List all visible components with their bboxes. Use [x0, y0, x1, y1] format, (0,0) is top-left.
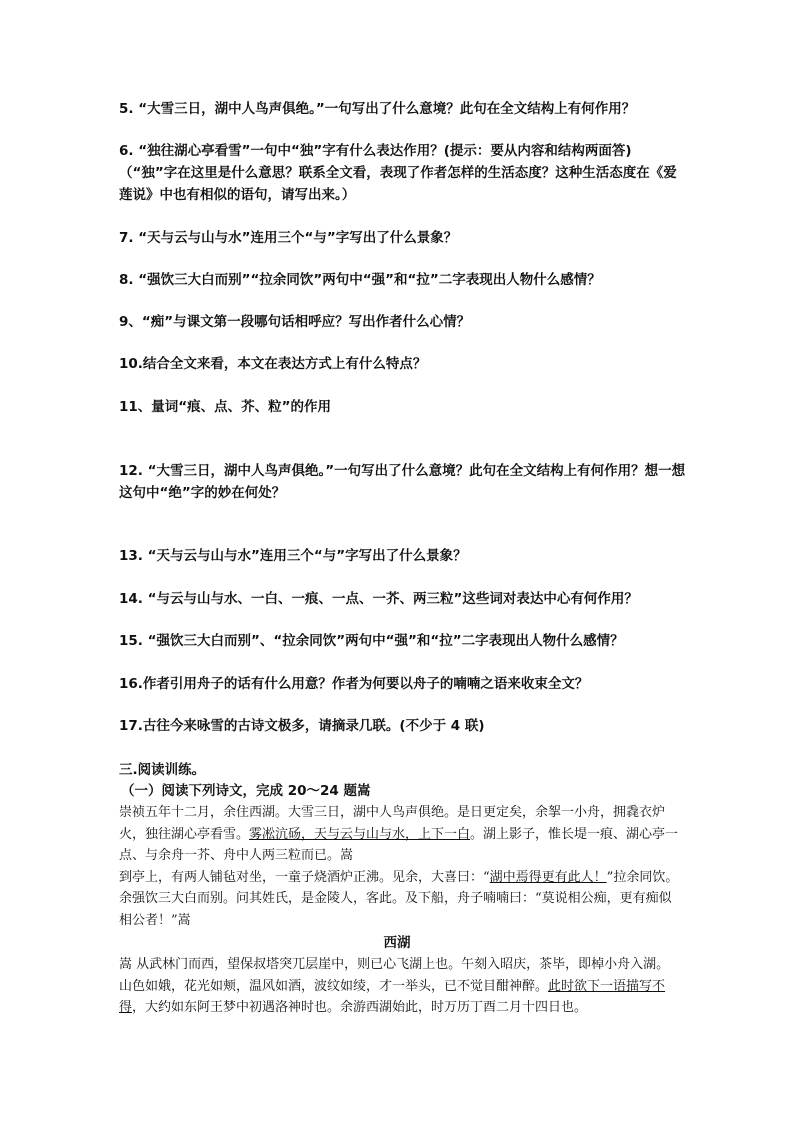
question-13: 13. “天与云与山与水”连用三个“与”字写出了什么景象？ — [119, 548, 467, 564]
question-6: 6. “独往湖心亭看雪”一句中“独”字有什么表达作用？(提示：要从内容和结构两面答)（“独”字在这里是什么意思？联系全文看，表现了作者怎样的生活态度？这种生活态度在《爱莲说》中也有相似的语句，请写出来。） — [119, 143, 677, 203]
question-7: 7. “天与云与山与水”连用三个“与”字写出了什么景象？ — [119, 230, 458, 246]
passage-hxt — [119, 802, 679, 932]
question-16: 16.作者引用舟子的话有什么用意？作者为何要以舟子的喃喃之语来收束全文？ — [119, 676, 589, 692]
section-title: 三.阅读训练。 — [119, 762, 206, 778]
question-12: 12. “大雪三日，湖中人鸟声俱绝。”一句写出了什么意境？此句在全文结构上有何作用？想一想这句中“绝”字的妙在何处？ — [119, 463, 686, 501]
question-5: 5. “大雪三日，湖中人鸟声俱绝。”一句写出了什么意境？此句在全文结构上有何作用？ — [119, 101, 636, 117]
text-run: 嵩 从武林门而西，望保叔塔突兀层崖中，则已心飞湖上也。午刻入昭庆，茶毕，即棹小舟入湖。山色如娥，花光如颊，温风如酒，波纹如绫，才一举头，已不觉目酣神醉。 — [119, 957, 670, 994]
passage-hxt-paragraph-2 — [119, 867, 679, 932]
text-run: ，大约如东阿王梦中初遇洛神时也。余游西湖始此，时万历丁酉二月十四日也。 — [132, 1000, 588, 1016]
text-run: 。湖上影子，惟长堤一痕、湖心亭一点、与余舟一芥、舟中人两三粒而已。嵩 — [119, 826, 679, 864]
question-8: 8. “强饮三大白而别”“拉余同饮”两句中“强”和“拉”二字表现出人物什么感情？ — [119, 272, 601, 288]
passage-xihu-paragraph-1 — [119, 954, 679, 1019]
question-9: 9、“痴”与课文第一段哪句话相呼应？写出作者什么心情？ — [119, 314, 471, 330]
underlined-phrase: 雾凇沆砀，天与云与山与水，上下一白 — [249, 826, 471, 842]
question-15: 15. “强饮三大白而别”、“拉余同饮”两句中“强”和“拉”二字表现出人物什么感情？ — [119, 633, 624, 649]
question-10: 10.结合全文来看，本文在表达方式上有什么特点？ — [119, 356, 427, 372]
underlined-phrase: 湖中焉得更有此人！ — [489, 869, 607, 885]
question-11: 11、量词“痕、点、芥、粒”的作用 — [119, 399, 332, 415]
question-17: 17.古往今来咏雪的古诗文极多，请摘录几联。(不少于 4 联) — [119, 718, 485, 734]
text-run: ”拉余同饮。余强饮三大白而别。问其姓氏，是金陵人，客此。及下船，舟子喃喃曰：“莫说相公痴，更有痴似相公者！”嵩 — [119, 869, 679, 928]
text-run: 到亭上，有两人铺毡对坐，一童子烧酒炉正沸。见余，大喜曰：“ — [119, 869, 490, 885]
text-run: 崇祯五年十二月，余住西湖。大雪三日，湖中人鸟声俱绝。是日更定矣，余挐一小舟，拥毳衣炉火，独往湖心亭看雪。 — [119, 805, 666, 842]
question-14: 14. “与云与山与水、一白、一痕、一点、一芥、两三粒”这些词对表达中心有何作用？ — [119, 591, 638, 607]
section-subtitle: （一）阅读下列诗文，完成 20～24 题嵩 — [121, 783, 371, 799]
passage-title-xihu: 西湖 — [383, 935, 411, 951]
passage-xihu — [119, 954, 679, 1019]
passage-hxt-paragraph-1 — [119, 802, 679, 867]
underlined-phrase: 此时欲下一语描写不得 — [119, 978, 666, 1016]
